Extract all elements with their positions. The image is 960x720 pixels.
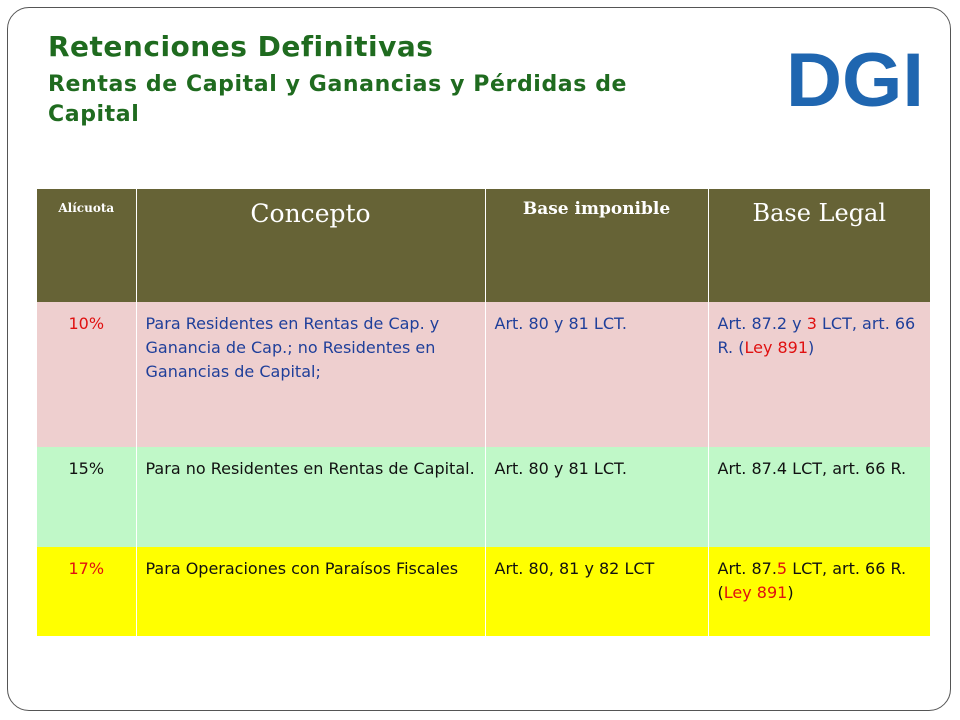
table-header-row <box>37 189 930 302</box>
header-base-legal: Base Legal <box>708 189 930 302</box>
header-concepto: Concepto <box>136 189 485 302</box>
dgi-logo <box>786 48 926 112</box>
header-alicuota: Alícuota <box>37 189 136 302</box>
table-row <box>37 547 930 636</box>
retentions-table <box>37 189 930 636</box>
table-row <box>37 447 930 547</box>
legal-cell: Art. 87.2 y 3 LCT, art. 66 R. (Ley 891) <box>708 302 930 447</box>
header-base-imponible: Base imponible <box>485 189 708 302</box>
slide-title: Retenciones Definitivas <box>48 30 434 63</box>
concept-cell: Para no Residentes en Rentas de Capital. <box>136 447 485 547</box>
base-cell: Art. 80 y 81 LCT. <box>485 447 708 547</box>
rate-cell: 10% <box>37 302 136 447</box>
slide-subtitle: Rentas de Capital y Ganancias y Pérdidas de Capital <box>48 72 628 127</box>
concept-cell: Para Residentes en Rentas de Cap. y Ganancia de Cap.; no Residentes en Ganancias de Capital; <box>136 302 485 447</box>
concept-cell: Para Operaciones con Paraísos Fiscales <box>136 547 485 636</box>
rate-cell: 15% <box>37 447 136 547</box>
rate-cell: 17% <box>37 547 136 636</box>
table-row <box>37 302 930 447</box>
base-cell: Art. 80, 81 y 82 LCT <box>485 547 708 636</box>
dgi-logo-text: DGI <box>786 48 924 112</box>
base-cell: Art. 80 y 81 LCT. <box>485 302 708 447</box>
legal-cell: Art. 87.5 LCT, art. 66 R. (Ley 891) <box>708 547 930 636</box>
legal-cell: Art. 87.4 LCT, art. 66 R. <box>708 447 930 547</box>
